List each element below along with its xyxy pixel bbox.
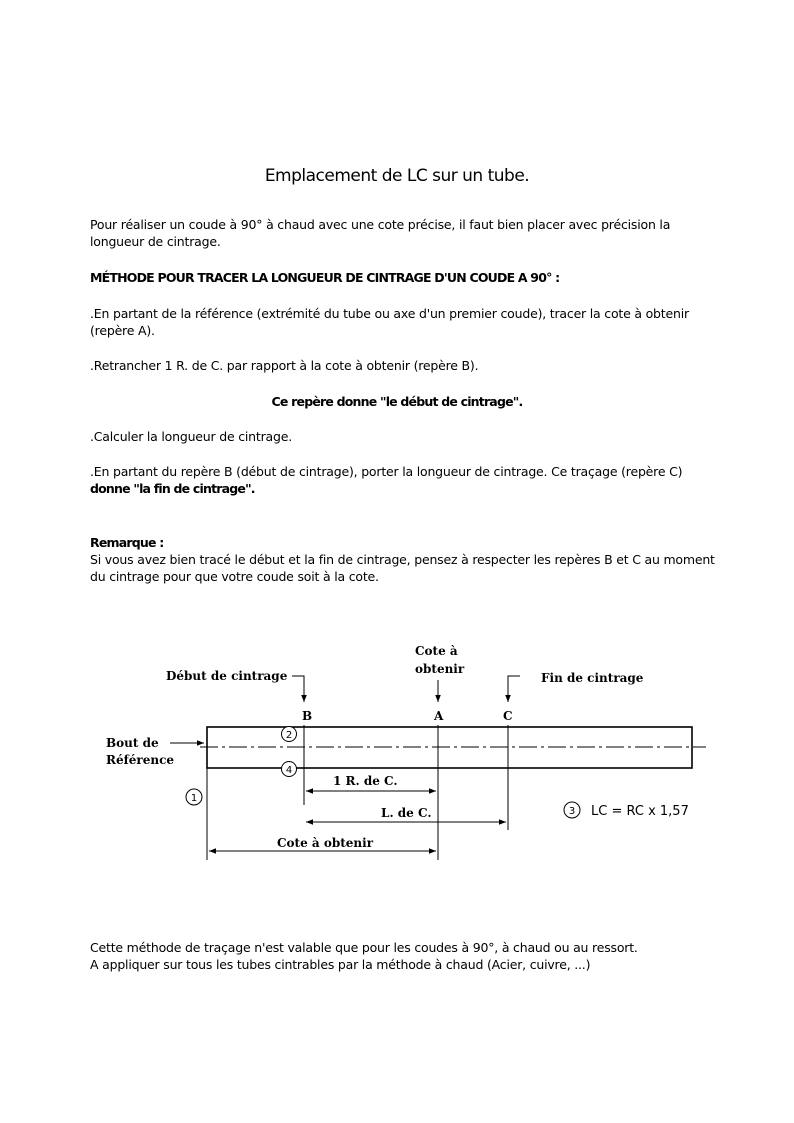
step-2: .Retrancher 1 R. de C. par rapport à la cote à obtenir (repère B). [90, 358, 479, 373]
step-4 [90, 463, 715, 497]
callout-1-text: 1 [190, 793, 198, 804]
remark-text: Si vous avez bien tracé le début et la fin de cintrage, pensez à respecter les repères B et C au moment du cintrage pour que votre coude soit à la cote. [90, 552, 715, 584]
intro-paragraph: Pour réaliser un coude à 90° à chaud avec une cote précise, il faut bien placer avec précision la longueur de cintrage. [90, 217, 671, 249]
label-reference: Référence [106, 753, 175, 767]
footer-line-1: Cette méthode de traçage n'est valable que pour les coudes à 90°, à chaud ou au ressort. [90, 940, 638, 955]
label-bout-de: Bout de [106, 736, 159, 750]
page-title: Emplacement de LC sur un tube. [264, 166, 530, 186]
lc-formula: LC = RC x 1,57 [591, 804, 689, 819]
step-4-text: .En partant du repère B (début de cintrage), porter la longueur de cintrage. Ce traçage (repère C) [90, 464, 683, 479]
tube-diagram [0, 630, 794, 870]
label-fin-cintrage: Fin de cintrage [541, 671, 644, 685]
label-debut-cintrage: Début de cintrage [166, 669, 288, 683]
dim-lc-label: L. de C. [381, 806, 432, 820]
label-cote-line2: obtenir [415, 662, 465, 676]
callout-4-text: 4 [285, 765, 293, 776]
remark-heading: Remarque : [90, 535, 164, 550]
dim-cote-label: Cote à obtenir [277, 836, 374, 850]
footer-line-2: A appliquer sur tous les tubes cintrables par la méthode à chaud (Acier, cuivre, ...) [90, 957, 591, 972]
mark-c-label: C [503, 709, 513, 723]
callout-2 [282, 727, 297, 742]
arrow-debut [292, 676, 304, 702]
callout-1 [186, 789, 202, 805]
callout-2-text: 2 [285, 730, 293, 741]
method-heading: MÉTHODE POUR TRACER LA LONGUEUR DE CINTRAGE D'UN COUDE A 90° : [90, 270, 560, 285]
dim-rc-label: 1 R. de C. [333, 774, 398, 788]
mark-a-label: A [434, 709, 444, 723]
mark-b-label: B [302, 709, 313, 723]
arrow-fin [508, 676, 520, 702]
debut-note: Ce repère donne "le début de cintrage". [271, 394, 523, 409]
step-1: .En partant de la référence (extrémité du tube ou axe d'un premier coude), tracer la cote à obtenir (repère A). [90, 306, 689, 338]
callout-4 [282, 762, 297, 777]
step-3: .Calculer la longueur de cintrage. [90, 429, 293, 444]
callout-3 [564, 802, 580, 818]
callout-3-text: 3 [568, 806, 576, 817]
step-4-bold: donne "la fin de cintrage". [90, 481, 255, 496]
label-cote-line1: Cote à [415, 644, 458, 658]
